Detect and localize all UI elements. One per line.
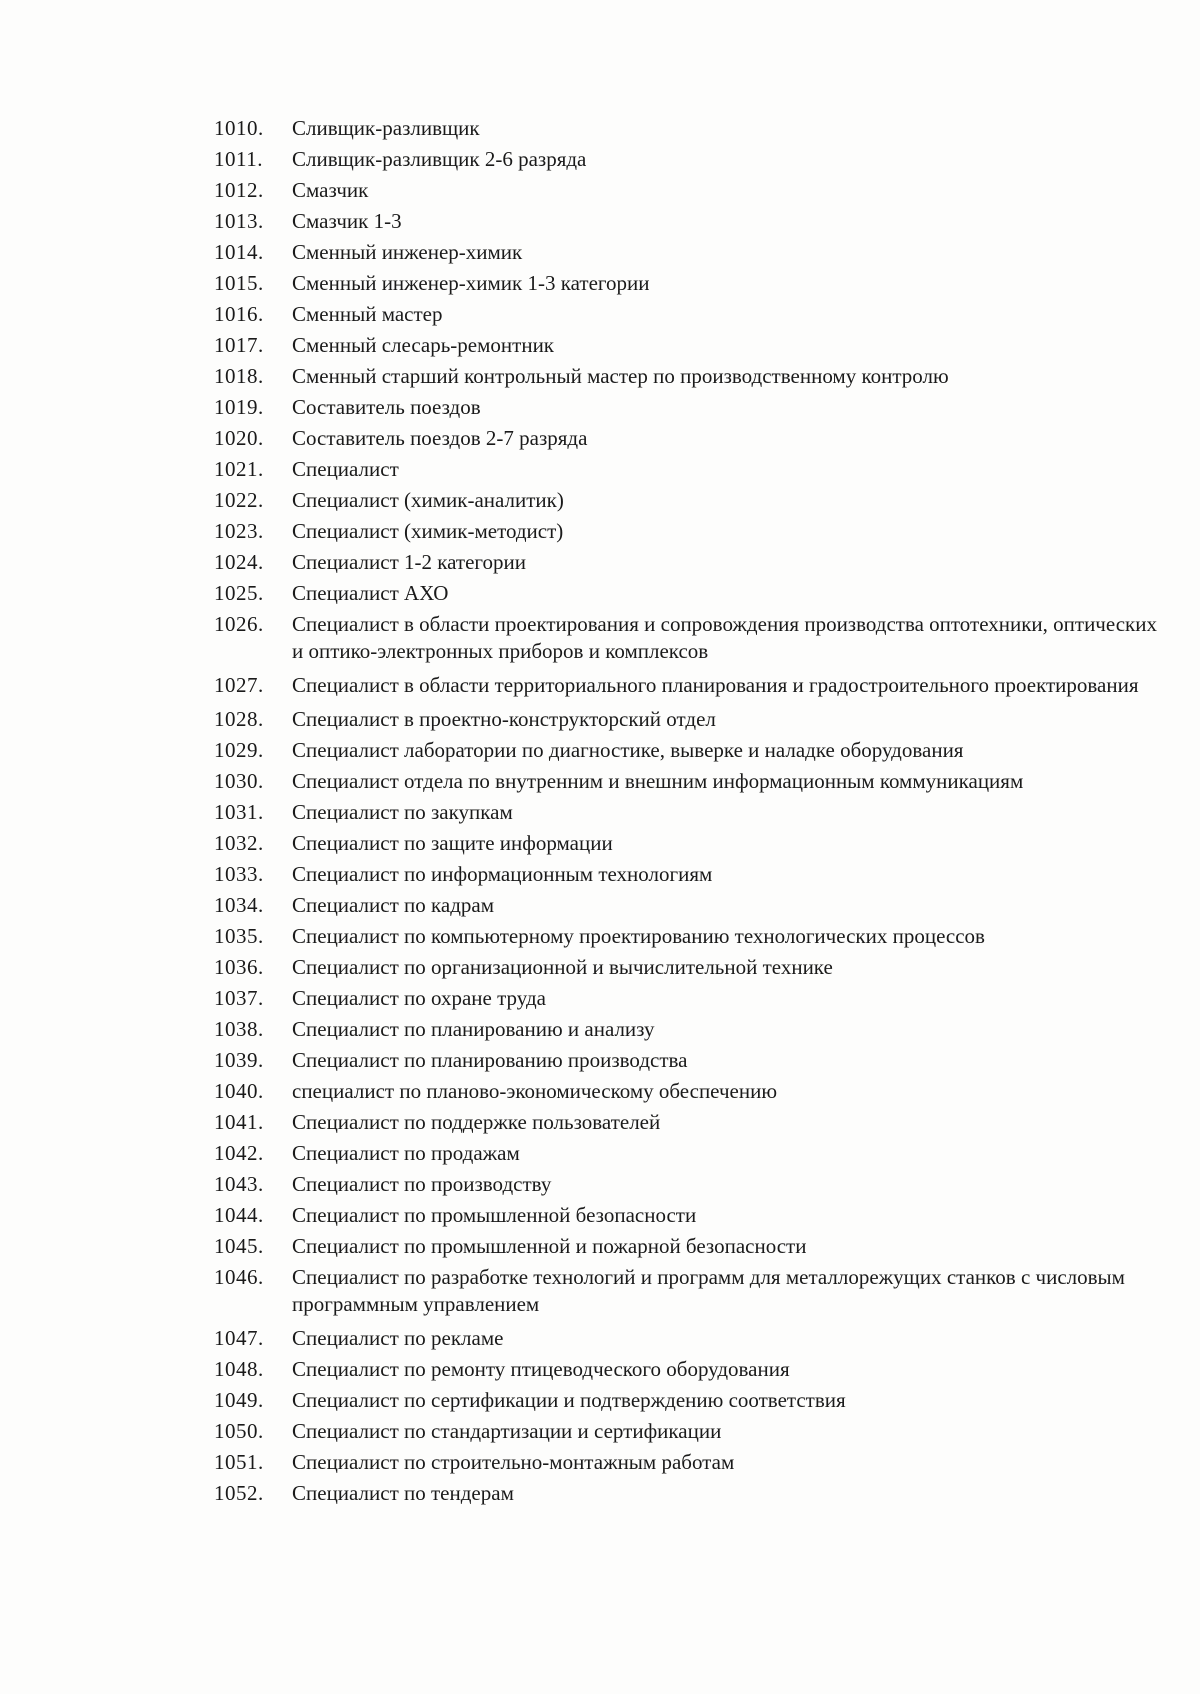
- item-number: 1010.: [214, 116, 264, 140]
- list-item: [214, 332, 1164, 359]
- item-number: 1017.: [214, 333, 264, 357]
- list-item: [214, 208, 1164, 235]
- item-text: Специалист АХО: [292, 581, 449, 605]
- item-number: 1045.: [214, 1234, 264, 1258]
- item-text: Специалист отдела по внутренним и внешним информационным коммуникациям: [292, 769, 1024, 793]
- item-text: Специалист (химик-методист): [292, 519, 564, 543]
- item-text: Специалист по разработке технологий и программ для металлорежущих станков с числовым программным управлением: [292, 1265, 1125, 1316]
- list-item: [214, 1233, 1164, 1260]
- list-item: [214, 1356, 1164, 1383]
- item-text: Смазчик 1-3: [292, 209, 402, 233]
- list-item: [214, 672, 1164, 699]
- list-item: [214, 115, 1164, 142]
- item-text: Специалист по строительно-монтажным работам: [292, 1450, 735, 1474]
- item-number: 1025.: [214, 581, 264, 605]
- item-text: Специалист по защите информации: [292, 831, 613, 855]
- item-text: Специалист по планированию производства: [292, 1048, 688, 1072]
- item-text: Специалист по рекламе: [292, 1326, 504, 1350]
- list-item: [214, 1140, 1164, 1167]
- item-text: Специалист по производству: [292, 1172, 552, 1196]
- item-number: 1015.: [214, 271, 264, 295]
- item-text: Специалист по охране труда: [292, 986, 546, 1010]
- item-text: Специалист по закупкам: [292, 800, 513, 824]
- item-number: 1032.: [214, 831, 264, 855]
- item-text: Сменный мастер: [292, 302, 443, 326]
- item-number: 1013.: [214, 209, 264, 233]
- item-text: Сменный инженер-химик: [292, 240, 523, 264]
- item-text: Специалист по кадрам: [292, 893, 495, 917]
- list-item: [214, 518, 1164, 545]
- list-item: [214, 425, 1164, 452]
- item-text: Специалист по сертификации и подтверждению соответствия: [292, 1388, 846, 1412]
- item-text: Специалист по информационным технологиям: [292, 862, 713, 886]
- list-item: [214, 363, 1164, 390]
- item-number: 1019.: [214, 395, 264, 419]
- item-text: Специалист по компьютерному проектированию технологических процессов: [292, 924, 985, 948]
- item-text: Специалист по тендерам: [292, 1481, 514, 1505]
- item-number: 1049.: [214, 1388, 264, 1412]
- list-item: [214, 1264, 1164, 1318]
- item-text: Специалист по продажам: [292, 1141, 520, 1165]
- item-text: Специалист по ремонту птицеводческого оборудования: [292, 1357, 790, 1381]
- item-number: 1042.: [214, 1141, 264, 1165]
- list-item: [214, 861, 1164, 888]
- item-number: 1011.: [214, 147, 263, 171]
- item-text: Сменный слесарь-ремонтник: [292, 333, 555, 357]
- list-item: [214, 706, 1164, 733]
- list-item: [214, 799, 1164, 826]
- item-number: 1033.: [214, 862, 264, 886]
- list-item: [214, 146, 1164, 173]
- list-item: [214, 549, 1164, 576]
- item-text: Специалист по стандартизации и сертификации: [292, 1419, 722, 1443]
- list-item: [214, 830, 1164, 857]
- item-number: 1039.: [214, 1048, 264, 1072]
- list-item: [214, 1449, 1164, 1476]
- list-item: [214, 1078, 1164, 1105]
- item-text: Специалист в области территориального планирования и градостроительного проектирования: [292, 673, 1139, 697]
- item-number: 1026.: [214, 612, 264, 636]
- item-number: 1048.: [214, 1357, 264, 1381]
- list-item: [214, 1016, 1164, 1043]
- item-number: 1044.: [214, 1203, 264, 1227]
- item-text: Специалист (химик-аналитик): [292, 488, 564, 512]
- item-number: 1041.: [214, 1110, 264, 1134]
- item-number: 1012.: [214, 178, 264, 202]
- list-item: [214, 301, 1164, 328]
- profession-list: [214, 115, 1164, 1511]
- item-number: 1029.: [214, 738, 264, 762]
- item-number: 1047.: [214, 1326, 264, 1350]
- item-text: Специалист 1-2 категории: [292, 550, 526, 574]
- list-item: [214, 1202, 1164, 1229]
- item-text: Специалист лаборатории по диагностике, выверке и наладке оборудования: [292, 738, 964, 762]
- item-text: Специалист по промышленной и пожарной безопасности: [292, 1234, 807, 1258]
- item-number: 1036.: [214, 955, 264, 979]
- item-number: 1040.: [214, 1079, 264, 1103]
- item-number: 1014.: [214, 240, 264, 264]
- list-item: [214, 611, 1164, 665]
- item-number: 1035.: [214, 924, 264, 948]
- list-item: [214, 270, 1164, 297]
- list-item: [214, 1387, 1164, 1414]
- item-text: Сливщик-разливщик 2-6 разряда: [292, 147, 587, 171]
- item-text: Специалист в проектно-конструкторский отдел: [292, 707, 716, 731]
- list-item: [214, 1047, 1164, 1074]
- item-text: Составитель поездов 2-7 разряда: [292, 426, 588, 450]
- item-text: Специалист по промышленной безопасности: [292, 1203, 697, 1227]
- item-text: Смазчик: [292, 178, 369, 202]
- item-number: 1030.: [214, 769, 264, 793]
- list-item: [214, 985, 1164, 1012]
- list-item: [214, 1480, 1164, 1507]
- item-text: Сменный инженер-химик 1-3 категории: [292, 271, 650, 295]
- item-text: Специалист по поддержке пользователей: [292, 1110, 661, 1134]
- list-item: [214, 1109, 1164, 1136]
- list-item: [214, 1171, 1164, 1198]
- list-item: [214, 580, 1164, 607]
- item-number: 1037.: [214, 986, 264, 1010]
- item-text: Специалист по организационной и вычислительной технике: [292, 955, 833, 979]
- item-text: Сливщик-разливщик: [292, 116, 480, 140]
- list-item: [214, 394, 1164, 421]
- item-number: 1020.: [214, 426, 264, 450]
- list-item: [214, 892, 1164, 919]
- item-text: Специалист по планированию и анализу: [292, 1017, 655, 1041]
- list-item: [214, 456, 1164, 483]
- item-text: Специалист в области проектирования и сопровождения производства оптотехники, оптических и оптико-электронных приборов и комплексов: [292, 612, 1157, 663]
- item-text: Составитель поездов: [292, 395, 481, 419]
- item-number: 1022.: [214, 488, 264, 512]
- list-item: [214, 923, 1164, 950]
- item-number: 1024.: [214, 550, 264, 574]
- list-item: [214, 954, 1164, 981]
- list-item: [214, 768, 1164, 795]
- list-item: [214, 239, 1164, 266]
- item-number: 1034.: [214, 893, 264, 917]
- item-text: Специалист: [292, 457, 399, 481]
- item-number: 1046.: [214, 1265, 264, 1289]
- item-number: 1051.: [214, 1450, 264, 1474]
- item-number: 1031.: [214, 800, 264, 824]
- list-item: [214, 1418, 1164, 1445]
- item-number: 1027.: [214, 673, 264, 697]
- list-item: [214, 737, 1164, 764]
- item-number: 1016.: [214, 302, 264, 326]
- item-number: 1052.: [214, 1481, 264, 1505]
- item-number: 1018.: [214, 364, 264, 388]
- item-number: 1050.: [214, 1419, 264, 1443]
- list-item: [214, 487, 1164, 514]
- item-text: специалист по планово-экономическому обеспечению: [292, 1079, 778, 1103]
- item-number: 1021.: [214, 457, 264, 481]
- list-item: [214, 1325, 1164, 1352]
- item-number: 1028.: [214, 707, 264, 731]
- item-number: 1043.: [214, 1172, 264, 1196]
- item-number: 1023.: [214, 519, 264, 543]
- item-number: 1038.: [214, 1017, 264, 1041]
- item-text: Сменный старший контрольный мастер по производственному контролю: [292, 364, 949, 388]
- list-item: [214, 177, 1164, 204]
